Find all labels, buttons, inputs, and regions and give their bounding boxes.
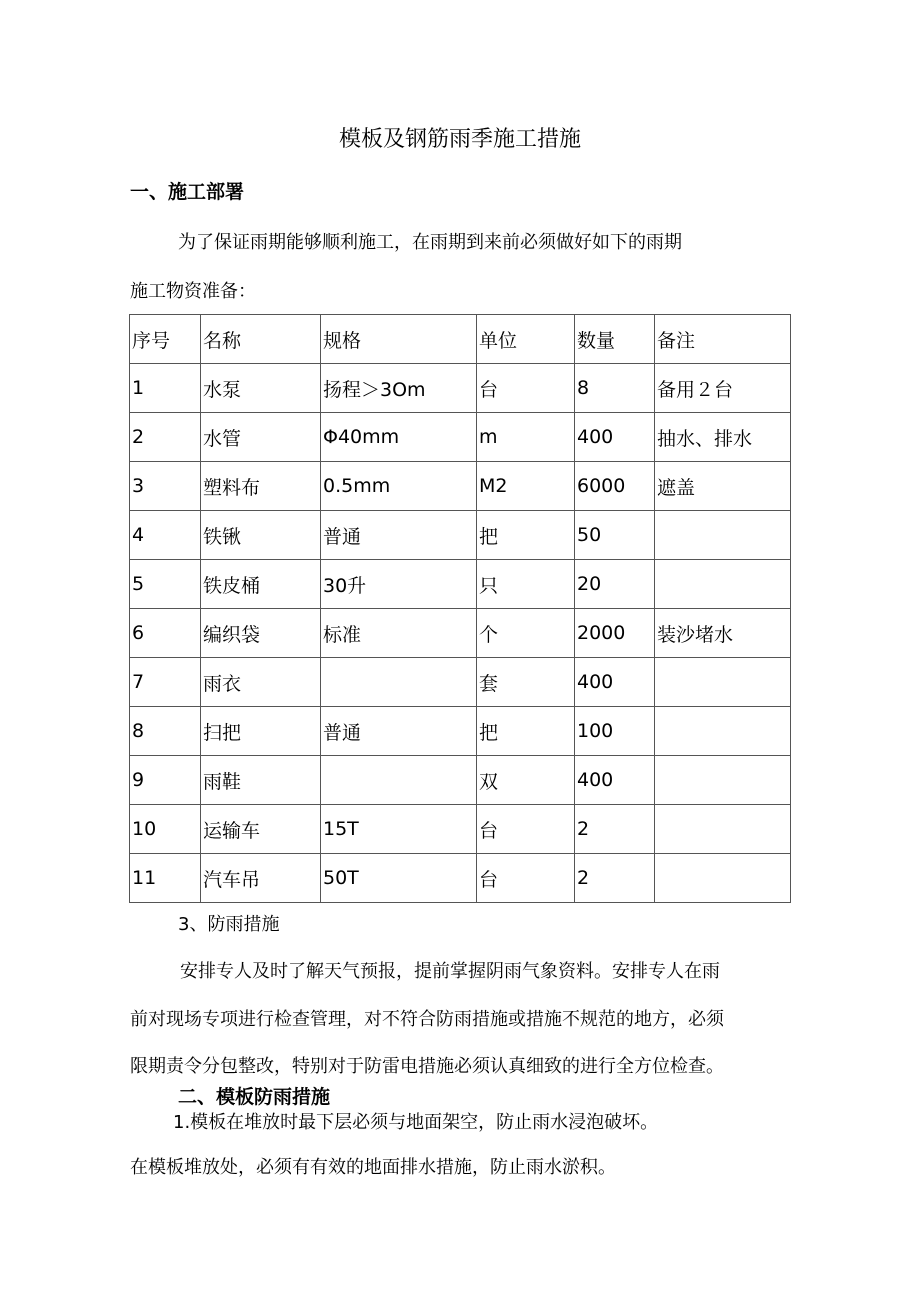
cell-spec [321, 658, 477, 707]
cell-name: 编织袋 [201, 609, 321, 658]
header-cell-spec: 规格 [321, 315, 477, 364]
cell-name: 扫把 [201, 707, 321, 756]
table-row [130, 854, 791, 903]
table-row [130, 805, 791, 854]
table-header-row [130, 315, 791, 364]
cell-index: 5 [130, 560, 201, 609]
cell-unit: M2 [477, 462, 575, 511]
header-cell-name: 名称 [201, 315, 321, 364]
cell-unit: 台 [477, 854, 575, 903]
cell-unit: 把 [477, 511, 575, 560]
cell-unit: 把 [477, 707, 575, 756]
cell-index: 3 [130, 462, 201, 511]
section-heading-deployment: 一、施工部署 [130, 181, 245, 203]
table-row [130, 462, 791, 511]
page-title: 模板及钢筋雨季施工措施 [338, 127, 581, 152]
header-cell-index: 序号 [130, 315, 201, 364]
cell-quantity: 400 [575, 756, 655, 805]
formwork-item-1-line-2: 在模板堆放处，必须有有效的地面排水措施，防止雨水淤积。 [130, 1157, 616, 1178]
cell-index: 7 [130, 658, 201, 707]
rain-measures-line-1: 安排专人及时了解天气预报，提前掌握阴雨气象资料。安排专人在雨 [180, 961, 720, 982]
cell-remark [655, 658, 791, 707]
cell-index: 11 [130, 854, 201, 903]
cell-name: 塑料布 [201, 462, 321, 511]
table-row [130, 560, 791, 609]
table-row [130, 707, 791, 756]
cell-name: 运输车 [201, 805, 321, 854]
cell-spec: Φ40mm [321, 413, 477, 462]
cell-quantity: 400 [575, 658, 655, 707]
cell-spec: 标准 [321, 609, 477, 658]
cell-index: 9 [130, 756, 201, 805]
section-heading-formwork: 二、模板防雨措施 [178, 1086, 331, 1108]
cell-name: 汽车吊 [201, 854, 321, 903]
cell-remark: 抽水、排水 [655, 413, 791, 462]
cell-remark: 遮盖 [655, 462, 791, 511]
cell-name: 水管 [201, 413, 321, 462]
formwork-item-1-line-1: 1.模板在堆放时最下层必须与地面架空，防止雨水浸泡破坏。 [173, 1112, 659, 1133]
cell-quantity: 2 [575, 805, 655, 854]
cell-quantity: 50 [575, 511, 655, 560]
cell-unit: 套 [477, 658, 575, 707]
cell-remark: 装沙堵水 [655, 609, 791, 658]
table-row [130, 756, 791, 805]
cell-spec: 普通 [321, 707, 477, 756]
cell-index: 6 [130, 609, 201, 658]
cell-remark [655, 756, 791, 805]
cell-quantity: 100 [575, 707, 655, 756]
cell-unit: 台 [477, 364, 575, 413]
cell-index: 10 [130, 805, 201, 854]
table-row [130, 413, 791, 462]
cell-unit: 只 [477, 560, 575, 609]
intro-paragraph-line-2: 施工物资准备： [130, 281, 256, 302]
header-cell-remark: 备注 [655, 315, 791, 364]
cell-name: 雨衣 [201, 658, 321, 707]
cell-spec: 普通 [321, 511, 477, 560]
cell-remark [655, 707, 791, 756]
cell-name: 铁锹 [201, 511, 321, 560]
section-heading-rain-measures: 3、防雨措施 [178, 914, 280, 935]
table-row [130, 609, 791, 658]
cell-spec: 扬程＞3Om [321, 364, 477, 413]
cell-quantity: 2000 [575, 609, 655, 658]
header-cell-quantity: 数量 [575, 315, 655, 364]
cell-name: 水泵 [201, 364, 321, 413]
cell-unit: 台 [477, 805, 575, 854]
rain-measures-line-2: 前对现场专项进行检查管理，对不符合防雨措施或措施不规范的地方，必须 [130, 1009, 724, 1030]
cell-quantity: 8 [575, 364, 655, 413]
cell-quantity: 400 [575, 413, 655, 462]
header-cell-unit: 单位 [477, 315, 575, 364]
materials-table [129, 314, 791, 903]
cell-spec: 50T [321, 854, 477, 903]
cell-remark: 备用２台 [655, 364, 791, 413]
cell-remark [655, 560, 791, 609]
cell-remark [655, 805, 791, 854]
cell-unit: 个 [477, 609, 575, 658]
cell-spec: 15T [321, 805, 477, 854]
cell-quantity: 2 [575, 854, 655, 903]
cell-spec [321, 756, 477, 805]
cell-name: 雨鞋 [201, 756, 321, 805]
cell-remark [655, 854, 791, 903]
table-row [130, 658, 791, 707]
cell-quantity: 20 [575, 560, 655, 609]
table-row [130, 511, 791, 560]
intro-paragraph-line-1: 为了保证雨期能够顺利施工，在雨期到来前必须做好如下的雨期 [178, 232, 682, 253]
cell-spec: 30升 [321, 560, 477, 609]
cell-remark [655, 511, 791, 560]
cell-name: 铁皮桶 [201, 560, 321, 609]
cell-index: 4 [130, 511, 201, 560]
cell-unit: m [477, 413, 575, 462]
rain-measures-line-3: 限期责令分包整改，特别对于防雷电措施必须认真细致的进行全方位检查。 [130, 1056, 724, 1077]
cell-index: 8 [130, 707, 201, 756]
cell-index: 2 [130, 413, 201, 462]
table-row [130, 364, 791, 413]
cell-unit: 双 [477, 756, 575, 805]
cell-quantity: 6000 [575, 462, 655, 511]
cell-index: 1 [130, 364, 201, 413]
cell-spec: 0.5mm [321, 462, 477, 511]
